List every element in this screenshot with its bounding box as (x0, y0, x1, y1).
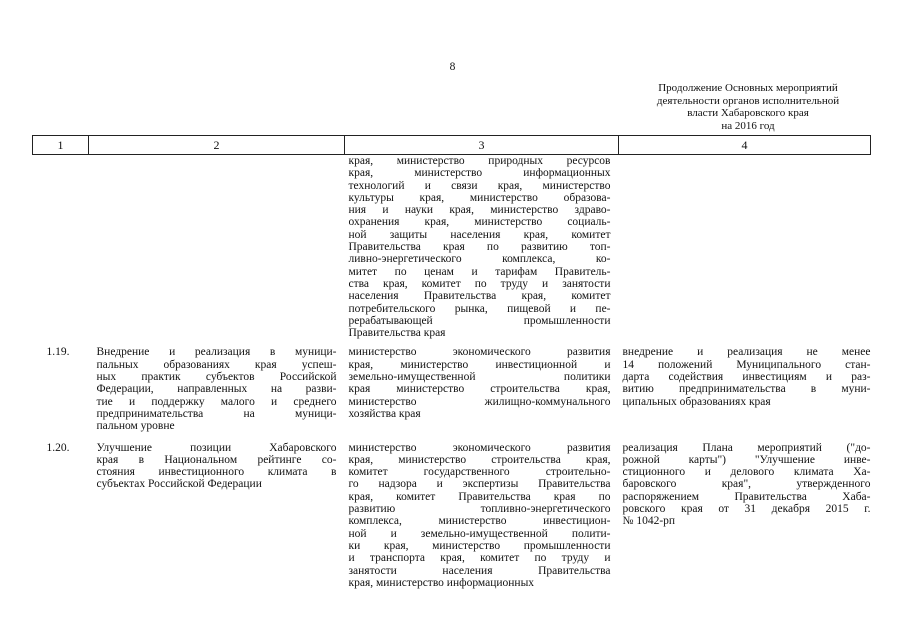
header-note-line: на 2016 год (721, 119, 775, 132)
cell-line: Правительства края по развитию топ- (348, 241, 611, 254)
expected-result-text (623, 442, 871, 528)
cell-line: края, министерство информационных (348, 167, 611, 180)
measure-name-text (97, 442, 337, 491)
responsible-executors-cell (345, 346, 619, 441)
measure-name-text (97, 346, 337, 432)
cell-line: тие и поддержку малого и среднего (96, 395, 337, 408)
cell-line: комитет государственного строительно- (348, 466, 611, 479)
cell-line: технологий и связи края, министерство (348, 179, 611, 192)
cell-line: субъектах Российской Федерации (96, 478, 262, 491)
expected-result-cell (619, 442, 871, 590)
cell-line: и транспорта края, комитет по труду и (348, 552, 611, 565)
cell-line: министерство экономического развития (348, 441, 611, 454)
cell-line: ливно-энергетического комплекса, ко- (348, 253, 611, 266)
cell-line: комплекса, министерство инвестицион- (348, 515, 611, 528)
cell-line: края, министерство природных ресурсов (348, 155, 611, 167)
cell-line: края, комитет Правительства края по (348, 490, 611, 503)
cell-line: министерство жилищно-коммунального (348, 395, 611, 408)
cell-line: земельно-имущественной политики (348, 371, 611, 384)
cell-line: предпринимательства на муници- (96, 407, 337, 420)
cell-line: ной и земельно-имущественной полити- (348, 527, 611, 540)
page-number: 8 (449, 61, 456, 73)
cell-line: потребительского рынка, пищевой и пе- (348, 302, 611, 315)
cell-line: Правительства края (348, 327, 446, 340)
empty-cell (33, 155, 89, 347)
cell-line: края в Национальном рейтинге со- (96, 453, 337, 466)
header-note (628, 82, 868, 132)
cell-line: ния и науки края, министерство здраво- (348, 204, 611, 217)
cell-line: края, министерство информационных (348, 576, 535, 589)
cell-line: распоряжением Правительства Хаба- (622, 490, 871, 503)
cell-line: рожной карты") "Улучшение инве- (622, 453, 871, 466)
cell-line: охранения края, министерство социаль- (348, 216, 611, 229)
responsible-executors-text (349, 155, 611, 339)
cell-line: 14 положений Муниципального стан- (622, 358, 871, 371)
cell-line: дарта содействия инвестициям и раз- (622, 371, 871, 384)
cell-line: реализация Плана мероприятий ("до- (622, 441, 871, 454)
cell-line: стояния инвестиционного климата в (96, 466, 337, 479)
cell-line: края, министерство инвестиционной и (348, 358, 611, 371)
expected-result-text (623, 346, 871, 407)
header-note-line: Продолжение Основных мероприятий (658, 82, 838, 94)
cell-line: витию предпринимательства в муни- (622, 383, 871, 396)
cell-line: № 1042-рп (622, 515, 676, 528)
column-header-2: 2 (89, 136, 345, 155)
table-row (33, 442, 871, 590)
cell-line: митет по ценам и тарифам Правитель- (348, 265, 611, 278)
responsible-executors-cell (345, 442, 619, 590)
row-number: 1.19. (46, 346, 70, 359)
expected-result-cell (619, 346, 871, 441)
cell-line: населения Правительства края, комитет (348, 290, 611, 303)
cell-line: ки края, министерство промышленности (348, 539, 611, 552)
empty-cell (619, 155, 871, 347)
cell-line: рерабатывающей промышленности (348, 314, 611, 327)
measure-name-cell (89, 346, 345, 441)
cell-line: Внедрение и реализация в муници- (96, 346, 337, 359)
empty-cell (89, 155, 345, 347)
table-row (33, 346, 871, 441)
cell-line: пальных образованиях края успеш- (96, 358, 337, 371)
cell-line: го надзора и экспертизы Правительства (348, 478, 611, 491)
cell-line: культуры края, министерство образова- (348, 191, 611, 204)
cell-line: края министерство строительства края, (348, 383, 611, 396)
cell-line: Федерации, направленных на разви- (96, 383, 337, 396)
cell-line: ства края, комитет по труду и занятости (348, 277, 611, 290)
cell-line: баровского края", утвержденного (622, 478, 871, 491)
cell-line: министерство экономического развития (348, 346, 611, 359)
cell-line: ных практик субъектов Российской (96, 371, 337, 384)
cell-line: развитию топливно-энергетического (348, 503, 611, 516)
table-row-continuation (33, 155, 871, 347)
column-header-3: 3 (345, 136, 619, 155)
cell-line: стиционного и делового климата Ха- (622, 466, 871, 479)
header-note-line: деятельности органов исполнительной (656, 94, 840, 107)
cell-line: внедрение и реализация не менее (622, 346, 871, 359)
cell-line: занятости населения Правительства (348, 564, 611, 577)
cell-line: ровского края от 31 декабря 2015 г. (622, 503, 871, 516)
responsible-executors-text (349, 442, 611, 590)
cell-line: Улучшение позиции Хабаровского (96, 441, 337, 454)
header-note-line: власти Хабаровского края (687, 107, 809, 119)
responsible-executors-cell (345, 155, 619, 347)
cell-line: ной защиты населения края, комитет (348, 228, 611, 241)
measures-table (32, 135, 871, 589)
cell-line: хозяйства края (348, 407, 421, 420)
column-header-1: 1 (33, 136, 89, 155)
column-number-row (33, 136, 871, 155)
cell-line: пальном уровне (96, 420, 175, 433)
responsible-executors-text (349, 346, 611, 420)
column-header-4: 4 (619, 136, 871, 155)
measure-name-cell (89, 442, 345, 590)
cell-line: ципальных образованиях края (622, 395, 771, 408)
cell-line: края, министерство строительства края, (348, 453, 611, 466)
row-number: 1.20. (46, 441, 70, 454)
